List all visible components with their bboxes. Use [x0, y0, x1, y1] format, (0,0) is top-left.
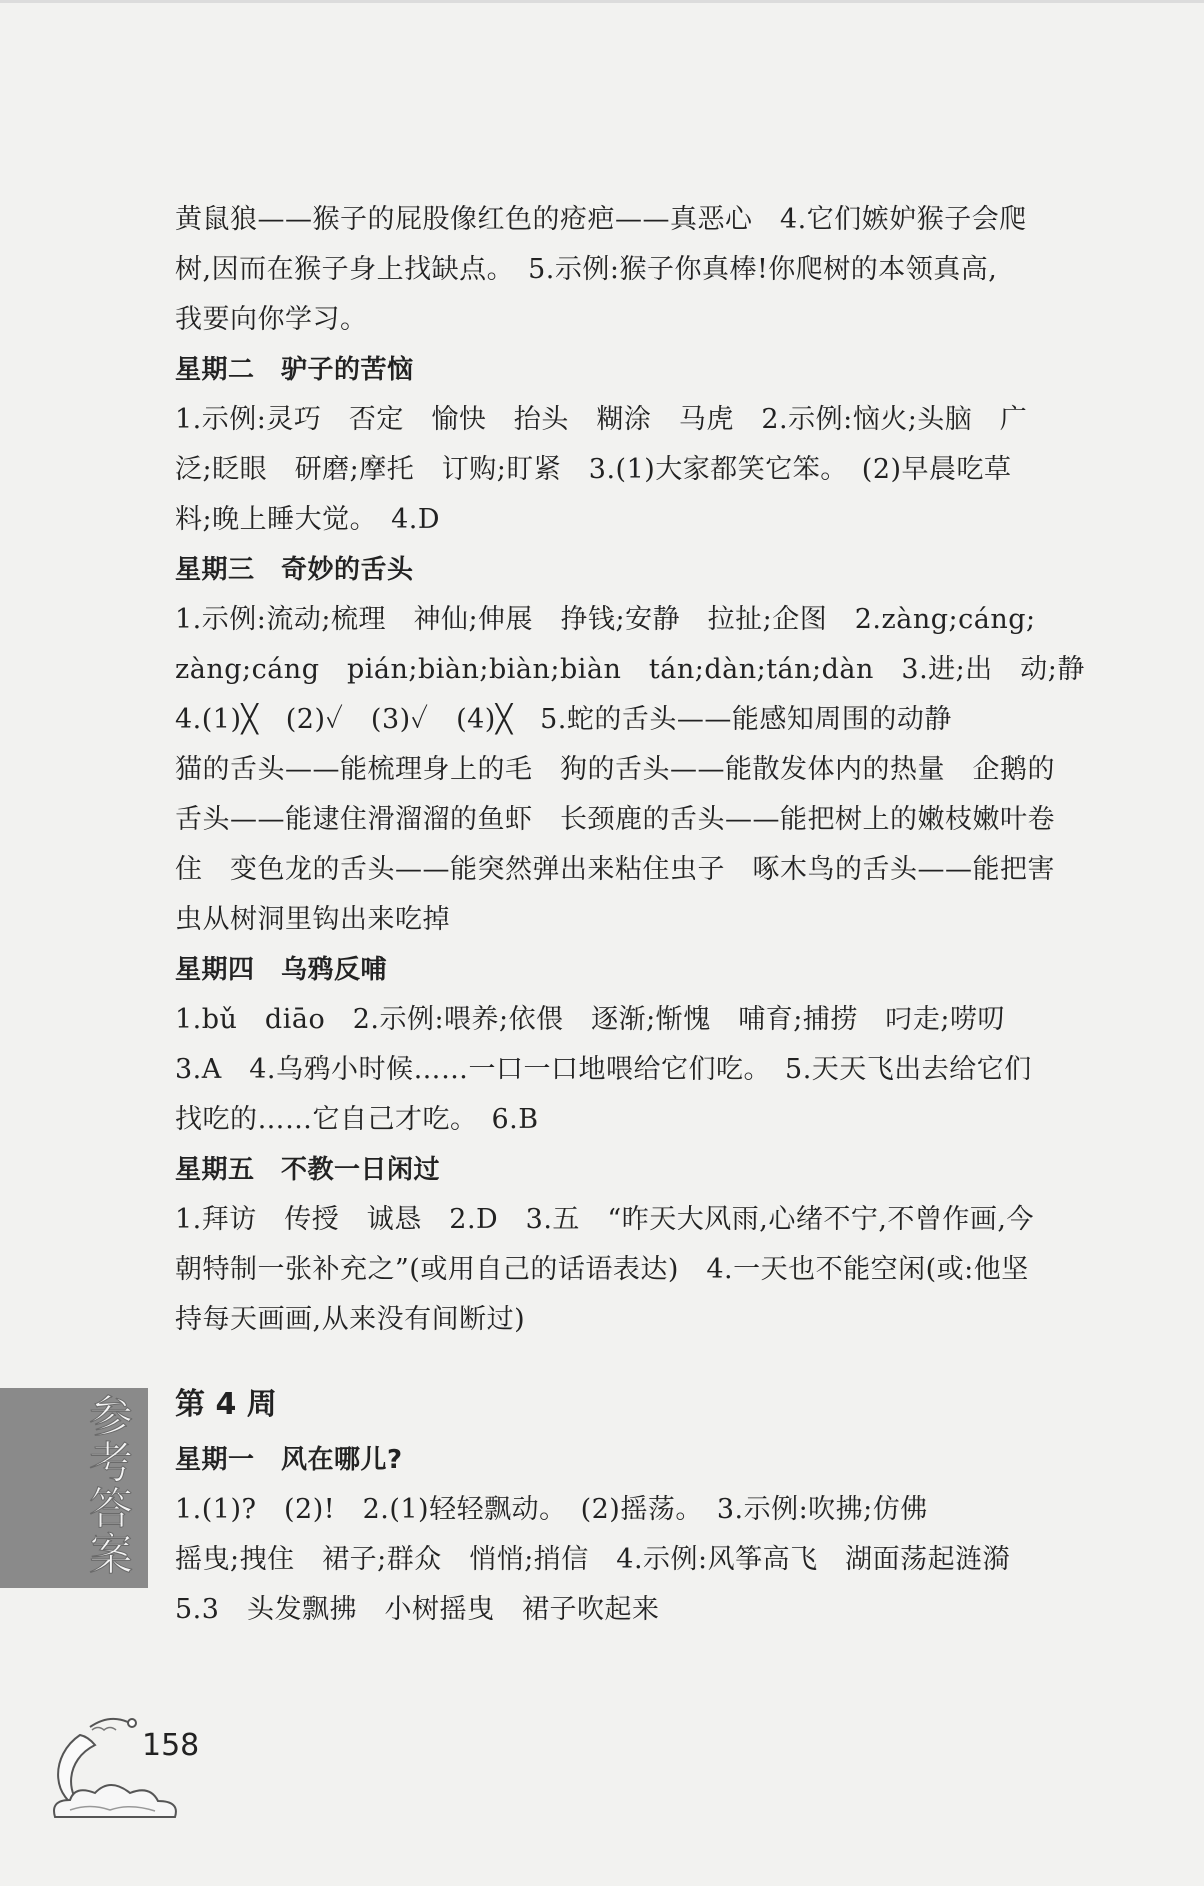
text-line: 4.(1)╳ (2)✓ (3)✓ (4)╳ 5.蛇的舌头——能感知周围的动静	[175, 704, 952, 735]
top-border	[0, 0, 1204, 3]
side-tab-label: 参考答案	[81, 1393, 132, 1577]
text-line: 持每天画画,从来没有间断过)	[175, 1304, 526, 1335]
week-title: 第 4 周	[175, 1387, 277, 1422]
text-line: 1.bǔ diāo 2.示例:喂养;依偎 逐渐;惭愧 哺育;捕捞 叼走;唠叨	[175, 1004, 1005, 1035]
text-line: zàng;cáng pián;biàn;biàn;biàn tán;dàn;tán;dàn 3.进;出 动;静	[175, 654, 1085, 685]
text-line: 猫的舌头——能梳理身上的毛 狗的舌头——能散发体内的热量 企鹅的	[175, 754, 1055, 785]
section-body-tuesday	[175, 395, 1115, 545]
text-line: 朝特制一张补充之”(或用自己的话语表达) 4.一天也不能空闲(或:他坚	[175, 1254, 1029, 1285]
section-body-wednesday	[175, 595, 1115, 945]
moon-cloud-icon	[40, 1705, 210, 1835]
section-title-thursday: 星期四 乌鸦反哺	[175, 955, 388, 985]
text-line: 1.示例:流动;梳理 神仙;伸展 挣钱;安静 拉扯;企图 2.zàng;cáng;	[175, 604, 1036, 635]
section-title-week4-monday: 星期一 风在哪儿?	[175, 1445, 403, 1475]
text-line: 树,因而在猴子身上找缺点。 5.示例:猴子你真棒!你爬树的本领真高,	[175, 254, 998, 285]
text-line: 泛;眨眼 研磨;摩托 订购;盯紧 3.(1)大家都笑它笨。 (2)早晨吃草	[175, 454, 1012, 485]
section-body-friday	[175, 1195, 1115, 1345]
text-line: 摇曳;拽住 裙子;群众 悄悄;捎信 4.示例:风筝高飞 湖面荡起涟漪	[175, 1544, 1011, 1575]
section-body-week4-monday	[175, 1485, 1115, 1635]
text-line: 料;晚上睡大觉。 4.D	[175, 504, 441, 535]
text-line: 住 变色龙的舌头——能突然弹出来粘住虫子 啄木鸟的舌头——能把害	[175, 854, 1055, 885]
text-line: 舌头——能逮住滑溜溜的鱼虾 长颈鹿的舌头——能把树上的嫩枝嫩叶卷	[175, 804, 1055, 835]
section-title-friday: 星期五 不教一日闲过	[175, 1155, 441, 1185]
answer-content	[175, 195, 1115, 1635]
section-title-wednesday: 星期三 奇妙的舌头	[175, 555, 414, 585]
text-line: 黄鼠狼——猴子的屁股像红色的疮疤——真恶心 4.它们嫉妒猴子会爬	[175, 204, 1027, 235]
section-body-thursday	[175, 995, 1115, 1145]
text-line: 我要向你学习。	[175, 304, 368, 335]
text-line: 1.(1)? (2)! 2.(1)轻轻飘动。 (2)摇荡。 3.示例:吹拂;仿佛	[175, 1494, 928, 1525]
text-line: 3.A 4.乌鸦小时候……一口一口地喂给它们吃。 5.天天飞出去给它们	[175, 1054, 1032, 1085]
text-line: 虫从树洞里钩出来吃掉	[175, 904, 450, 935]
text-line: 5.3 头发飘拂 小树摇曳 裙子吹起来	[175, 1594, 660, 1625]
text-line: 1.拜访 传授 诚恳 2.D 3.五 “昨天大风雨,心绪不宁,不曾作画,今	[175, 1204, 1034, 1235]
intro-paragraph	[175, 195, 1115, 345]
page-number: 158	[142, 1728, 200, 1763]
text-line: 1.示例:灵巧 否定 愉快 抬头 糊涂 马虎 2.示例:恼火;头脑 广	[175, 404, 1028, 435]
text-line: 找吃的……它自己才吃。 6.B	[175, 1104, 539, 1135]
section-title-tuesday: 星期二 驴子的苦恼	[175, 355, 414, 385]
